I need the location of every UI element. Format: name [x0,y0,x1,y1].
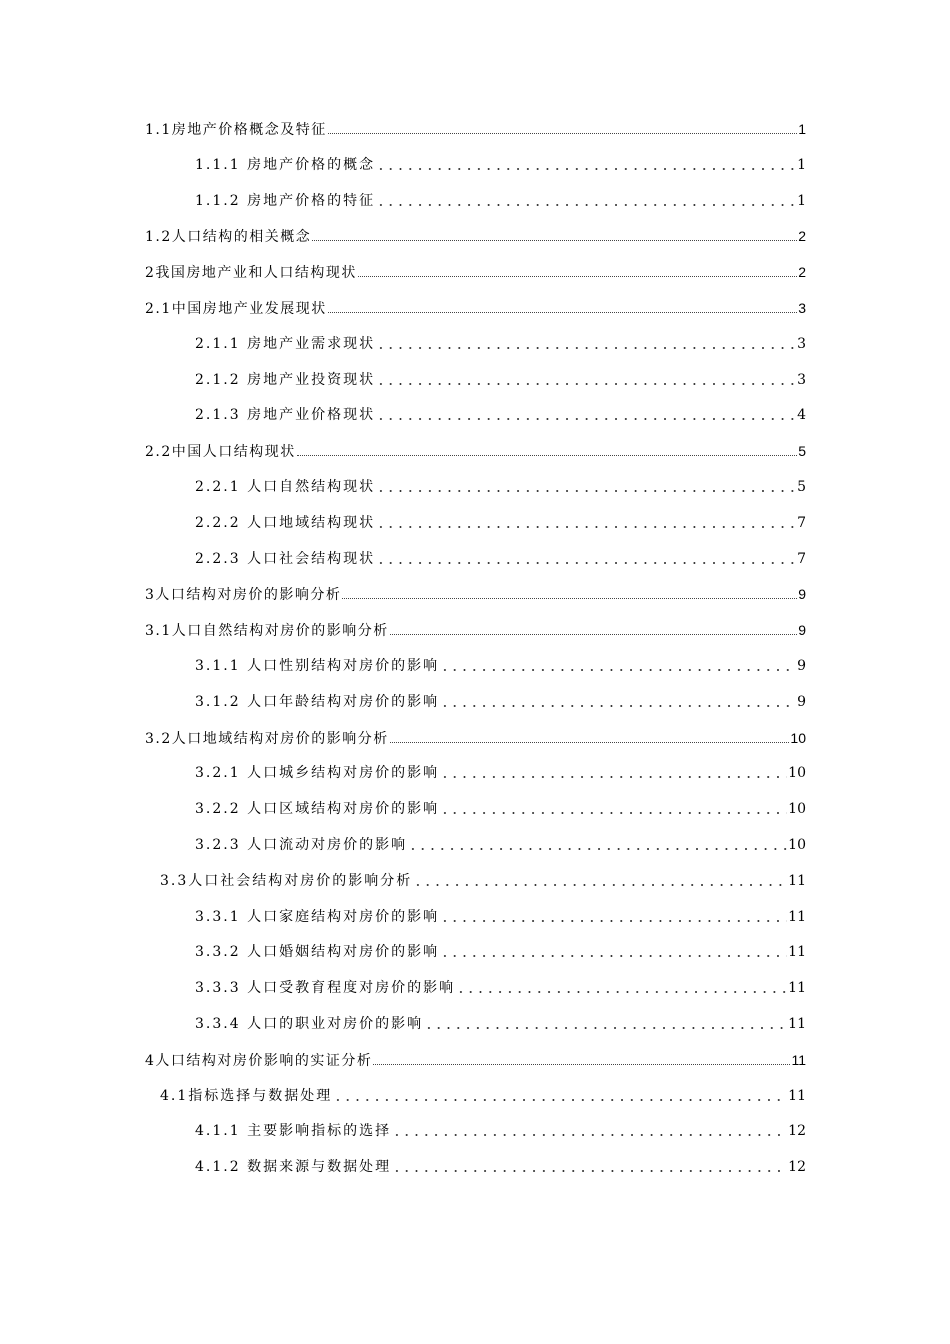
toc-entry-title: 3.3.4 人口的职业对房价的影响 [195,1016,424,1032]
toc-entry-title: 1.1.2 房地产价格的特征 [195,192,376,209]
dot-leader [312,239,797,241]
toc-entry[interactable] [145,262,806,282]
toc-entry-page-number: 11 [788,980,806,997]
toc-entry[interactable] [195,835,806,855]
toc-entry-page-number: 12 [788,1159,806,1176]
toc-entry[interactable] [195,513,806,533]
toc-entry-page-number: 2 [798,228,806,245]
toc-entry-page-number: 11 [788,908,806,925]
dot-leader [390,741,790,743]
toc-entry[interactable] [195,1121,806,1141]
toc-entry-page-number: 2 [798,264,806,281]
dot-leader [376,526,796,528]
toc-entry[interactable] [195,405,806,425]
toc-entry-title: 3.3.1 人口家庭结构对房价的影响 [195,908,440,925]
dot-leader [376,562,796,564]
toc-entry-page-number: 3 [798,300,806,316]
toc-entry[interactable] [195,907,806,927]
toc-entry[interactable] [195,1014,806,1034]
toc-entry-title: 2.2中国人口结构现状 [145,444,296,461]
toc-entry-page-number: 3 [797,335,806,352]
dot-leader [333,1099,787,1101]
toc-entry[interactable] [195,191,806,211]
toc-entry[interactable] [195,370,806,390]
toc-entry-page-number: 9 [798,586,806,603]
toc-entry-page-number: 3 [797,371,806,388]
toc-entry-page-number: 9 [797,658,806,674]
toc-entry[interactable] [195,692,806,712]
dot-leader [392,1170,787,1172]
dot-leader [358,275,797,277]
toc-entry-title: 4.1指标选择与数据处理 [160,1087,333,1104]
toc-entry-title: 3.3.3 人口受教育程度对房价的影响 [195,980,456,997]
toc-entry-page-number: 11 [788,944,806,961]
toc-entry-page-number: 10 [788,837,806,853]
toc-entry-title: 3.1.1 人口性别结构对房价的影响 [195,658,440,674]
toc-entry[interactable] [195,656,806,676]
dot-leader [440,920,787,922]
toc-entry[interactable] [195,1157,806,1177]
toc-entry-title: 3.1.2 人口年龄结构对房价的影响 [195,693,440,710]
toc-entry-title: 3.2人口地域结构对房价的影响分析 [145,730,389,747]
toc-entry-title: 4.1.1 主要影响指标的选择 [195,1123,392,1140]
toc-entry[interactable] [145,298,806,318]
toc-entry-page-number: 11 [791,1051,806,1068]
toc-entry-title: 1.2人口结构的相关概念 [145,229,312,246]
toc-entry-title: 3.1人口自然结构对房价的影响分析 [145,623,389,640]
dot-leader [392,1134,787,1136]
dot-leader [440,955,787,957]
dot-leader [297,454,797,456]
dot-leader [373,1063,790,1065]
toc-entry-title: 3.3.2 人口婚姻结构对房价的影响 [195,944,440,961]
toc-entry[interactable] [145,441,806,461]
toc-entry-title: 3人口结构对房价的影响分析 [145,587,342,604]
toc-entry[interactable] [145,226,806,246]
toc-entry-page-number: 5 [798,443,806,460]
dot-leader [456,991,787,993]
toc-entry-title: 2我国房地产业和人口结构现状 [145,265,357,282]
toc-entry-title: 3.2.2 人口区域结构对房价的影响 [195,801,440,818]
toc-entry-title: 2.1中国房地产业发展现状 [145,301,327,317]
toc-entry-page-number: 1 [798,121,806,137]
dot-leader [440,669,796,671]
toc-entry-title: 3.2.3 人口流动对房价的影响 [195,837,408,853]
toc-entry-title: 2.2.3 人口社会结构现状 [195,550,376,567]
dot-leader [328,311,797,313]
toc-entry[interactable] [195,942,806,962]
toc-entry-page-number: 1 [797,192,806,209]
toc-entry-title: 1.1.1 房地产价格的概念 [195,156,376,173]
toc-entry[interactable] [145,119,806,139]
toc-entry-title: 3.2.1 人口城乡结构对房价的影响 [195,765,440,782]
toc-entry[interactable] [145,1050,806,1070]
toc-entry[interactable] [195,978,806,998]
toc-entry-page-number: 10 [790,729,806,746]
dot-leader [376,383,796,385]
toc-entry-title: 2.2.2 人口地域结构现状 [195,514,376,531]
toc-entry[interactable] [145,620,806,640]
toc-entry-title: 4人口结构对房价影响的实证分析 [145,1052,373,1069]
dot-leader [440,705,796,707]
dot-leader [424,1027,787,1029]
toc-entry-page-number: 4 [797,407,806,424]
toc-entry-page-number: 12 [788,1123,806,1140]
toc-entry-page-number: 10 [788,801,806,818]
toc-entry[interactable] [195,549,806,569]
toc-entry[interactable] [145,584,806,604]
toc-entry[interactable] [195,477,806,497]
toc-entry-title: 4.1.2 数据来源与数据处理 [195,1159,392,1176]
toc-entry-title: 2.1.1 房地产业需求现状 [195,335,376,352]
toc-entry[interactable] [195,334,806,354]
toc-entry-page-number: 5 [797,479,806,495]
dot-leader [408,848,787,850]
toc-entry-page-number: 7 [797,514,806,531]
toc-entry-page-number: 11 [788,1016,806,1032]
dot-leader [376,490,796,492]
dot-leader [376,168,796,170]
toc-entry-page-number: 11 [788,872,806,889]
dot-leader [376,347,796,349]
toc-entry-title: 3.3人口社会结构对房价的影响分析 [160,872,413,889]
dot-leader [328,132,797,134]
dot-leader [342,597,797,599]
toc-entry-page-number: 9 [797,693,806,710]
toc-entry[interactable] [195,763,806,783]
dot-leader [440,812,787,814]
toc-entry-title: 2.1.2 房地产业投资现状 [195,371,376,388]
toc-entry-page-number: 11 [788,1087,806,1104]
toc-entry-title: 2.1.3 房地产业价格现状 [195,407,376,424]
dot-leader [413,884,787,886]
toc-entry[interactable] [195,799,806,819]
dot-leader [376,204,796,206]
toc-entry-page-number: 1 [797,156,806,173]
toc-entry-title: 2.2.1 人口自然结构现状 [195,479,376,495]
toc-entry-title: 1.1房地产价格概念及特征 [145,122,327,138]
dot-leader [390,633,797,635]
toc-entry[interactable] [195,155,806,175]
dot-leader [440,776,787,778]
toc-entry[interactable] [145,728,806,748]
toc-entry-page-number: 9 [798,622,806,639]
toc-entry-page-number: 7 [797,550,806,567]
dot-leader [376,418,796,420]
toc-entry[interactable] [160,871,806,891]
toc-entry-page-number: 10 [788,765,806,782]
toc-entry[interactable] [160,1086,806,1106]
